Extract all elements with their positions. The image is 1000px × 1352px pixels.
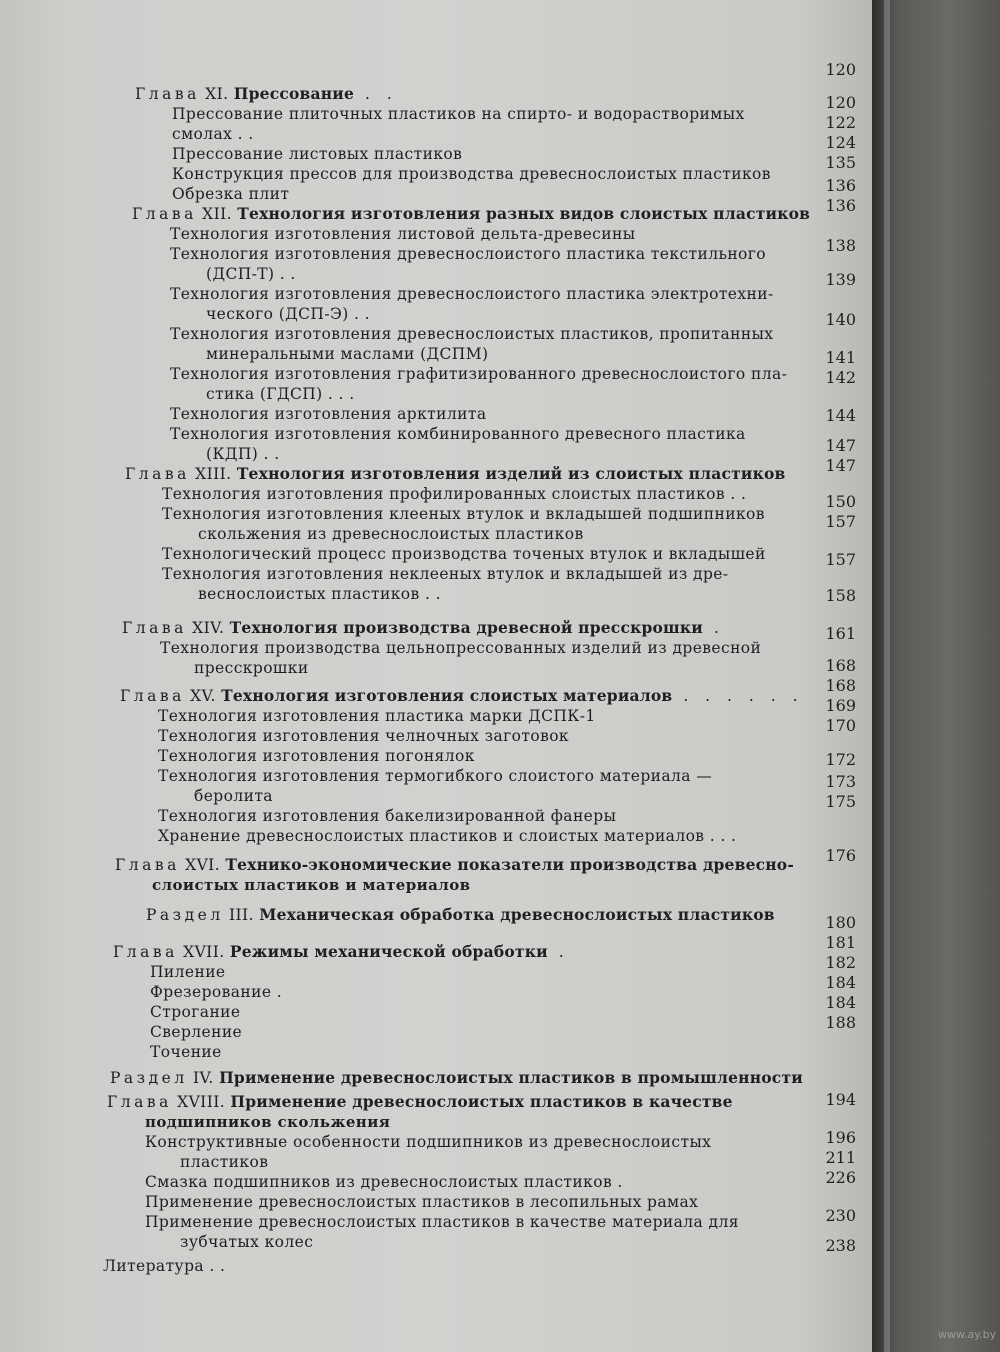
page-number: 120	[825, 60, 856, 79]
page-number: 170	[825, 716, 856, 735]
toc-item: Технологический процесс производства точеных втулок и вкладышей	[162, 545, 766, 563]
toc-item: Технология изготовления челночных заготовок	[158, 727, 570, 745]
chapter-label: Глава	[113, 943, 178, 961]
section-heading	[146, 905, 775, 925]
page-number: 150	[825, 492, 856, 511]
toc-item: скольжения из древеснослоистых пластиков	[198, 525, 584, 543]
page-number: 211	[825, 1148, 856, 1167]
section-title: Механическая обработка древеснослоистых пластиков	[259, 905, 775, 924]
chapter-number: XI.	[205, 85, 229, 103]
toc-item: Хранение древеснослоистых пластиков и слоистых материалов . . .	[158, 827, 737, 845]
toc-item: Конструктивные особенности подшипников из древеснослоистых	[145, 1133, 712, 1151]
page-number: 147	[825, 456, 856, 475]
chapter-title: Прессование	[233, 84, 355, 103]
chapter-heading	[120, 686, 804, 706]
page-number: 157	[825, 512, 856, 531]
toc-item: Сверление	[150, 1023, 243, 1041]
page-number: 158	[825, 586, 856, 605]
leader-dots: .	[703, 619, 725, 637]
chapter-number: XVI.	[185, 856, 221, 874]
watermark: www.ay.by	[938, 1328, 997, 1341]
page-number: 138	[825, 236, 856, 255]
toc-item: Смазка подшипников из древеснослоистых пластиков .	[145, 1173, 623, 1191]
toc-item: Строгание	[150, 1003, 241, 1021]
section-number: IV.	[193, 1069, 214, 1087]
chapter-label: Глава	[135, 85, 200, 103]
toc-item: смолах . .	[172, 125, 254, 143]
toc-item: Технология изготовления комбинированного древесного пластика	[170, 425, 746, 443]
toc-item: зубчатых колес	[180, 1233, 314, 1251]
toc-item: Технология изготовления профилированных слоистых пластиков . .	[162, 485, 747, 503]
toc-item: Технология изготовления погонялок	[158, 747, 475, 765]
chapter-title-continuation: подшипников скольжения	[145, 1113, 391, 1131]
section-label: Раздел	[146, 906, 224, 924]
toc-item: стика (ГДСП) . . .	[206, 385, 355, 403]
page-number: 135	[825, 153, 856, 172]
chapter-label: Глава	[115, 856, 180, 874]
page-number: 180	[825, 913, 856, 932]
leader-dots: . . . . . .	[672, 687, 804, 705]
section-title: Применение древеснослоистых пластиков в промышленности	[219, 1068, 803, 1087]
toc-item: Обрезка плит	[172, 185, 290, 203]
book-edge-stripe	[884, 0, 890, 1352]
chapter-title: Технико-экономические показатели производства древесно-	[225, 855, 794, 874]
page-number: 139	[825, 270, 856, 289]
section-number: III.	[229, 906, 254, 924]
page-number: 196	[825, 1128, 856, 1147]
chapter-label: Глава	[132, 205, 197, 223]
chapter-label: Глава	[125, 465, 190, 483]
page-number: 176	[825, 846, 856, 865]
toc-item: Технология изготовления листовой дельта-древесины	[170, 225, 636, 243]
page-number: 175	[825, 792, 856, 811]
toc-item: Литература . .	[103, 1257, 226, 1275]
page-number: 120	[825, 93, 856, 112]
chapter-heading	[125, 464, 786, 484]
toc-item: Прессование плиточных пластиков на спирто- и водорастворимых	[172, 105, 745, 123]
page-number: 182	[825, 953, 856, 972]
page-number: 184	[825, 993, 856, 1012]
page-number: 238	[825, 1236, 856, 1255]
leader-dots: . .	[354, 85, 398, 103]
toc-item: ческого (ДСП-Э) . .	[206, 305, 370, 323]
page-number: 168	[825, 676, 856, 695]
toc-item: минеральными маслами (ДСПМ)	[206, 345, 489, 363]
page-number: 172	[825, 750, 856, 769]
chapter-heading	[132, 204, 810, 224]
toc-item: Применение древеснослоистых пластиков в качестве материала для	[145, 1213, 739, 1231]
chapter-number: XVIII.	[177, 1093, 226, 1111]
chapter-title: Технология изготовления разных видов слоистых пластиков	[237, 204, 811, 223]
page-number: 136	[825, 176, 856, 195]
page-number: 181	[825, 933, 856, 952]
chapter-title: Технология изготовления изделий из слоистых пластиков	[236, 464, 786, 483]
toc-item: Прессование листовых пластиков	[172, 145, 463, 163]
toc-item: (КДП) . .	[206, 445, 280, 463]
page-number: 141	[825, 348, 856, 367]
toc-item: Технология изготовления бакелизированной фанеры	[158, 807, 617, 825]
chapter-heading	[107, 1092, 733, 1112]
page-number: 124	[825, 133, 856, 152]
toc-item: пресскрошки	[194, 659, 309, 677]
toc-item: Технология изготовления древеснослоистого пластика электротехни-	[170, 285, 774, 303]
toc-item: Технология изготовления термогибкого слоистого материала —	[158, 767, 713, 785]
page-number: 173	[825, 772, 856, 791]
book-edge	[872, 0, 1000, 1352]
page-number: 142	[825, 368, 856, 387]
toc-item: (ДСП-Т) . .	[206, 265, 296, 283]
chapter-label: Глава	[122, 619, 187, 637]
chapter-number: XV.	[190, 687, 216, 705]
chapter-label: Глава	[107, 1093, 172, 1111]
toc-item: Пиление	[150, 963, 226, 981]
toc-item: Технология изготовления пластика марки ДСПК-1	[158, 707, 596, 725]
toc-item: веснослоистых пластиков . .	[198, 585, 441, 603]
leader-dots: .	[547, 943, 570, 961]
page-number: 168	[825, 656, 856, 675]
chapter-number: XIV.	[192, 619, 225, 637]
toc-item: Технология производства цельнопрессованных изделий из древесной	[160, 639, 762, 657]
chapter-number: XII.	[202, 205, 232, 223]
toc-item: Технология изготовления клееных втулок и вкладышей подшипников	[162, 505, 765, 523]
toc-item: пластиков	[180, 1153, 269, 1171]
chapter-heading	[135, 84, 398, 104]
toc-item: Применение древеснослоистых пластиков в лесопильных рамах	[145, 1193, 699, 1211]
page-number: 188	[825, 1013, 856, 1032]
chapter-number: XVII.	[183, 943, 225, 961]
toc-item: Технология изготовления древеснослоистых пластиков, пропитанных	[170, 325, 774, 343]
chapter-title: Технология изготовления слоистых материалов	[221, 686, 673, 705]
page-number: 122	[825, 113, 856, 132]
chapter-label: Глава	[120, 687, 185, 705]
chapter-heading	[115, 855, 794, 875]
toc-item: Точение	[150, 1043, 222, 1061]
chapter-title: Применение древеснослоистых пластиков в качестве	[230, 1092, 733, 1111]
section-heading	[110, 1068, 803, 1088]
chapter-heading	[122, 618, 725, 638]
section-label: Раздел	[110, 1069, 188, 1087]
toc-item: Фрезерование .	[150, 983, 283, 1001]
toc-item: Технология изготовления графитизированного древеснослоистого пла-	[170, 365, 788, 383]
toc-item: Конструкция прессов для производства древеснослоистых пластиков	[172, 165, 771, 183]
page-number: 194	[825, 1090, 856, 1109]
page-number: 140	[825, 310, 856, 329]
chapter-title-continuation: слоистых пластиков и материалов	[152, 876, 471, 894]
chapter-title: Режимы механической обработки	[229, 942, 548, 961]
page-number: 230	[825, 1206, 856, 1225]
chapter-heading	[113, 942, 570, 962]
page-number: 169	[825, 696, 856, 715]
page-number: 157	[825, 550, 856, 569]
toc-item: Технология изготовления неклееных втулок и вкладышей из дре-	[162, 565, 729, 583]
page-number: 144	[825, 406, 856, 425]
page-number: 226	[825, 1168, 856, 1187]
chapter-title: Технология производства древесной пресскрошки	[229, 618, 703, 637]
toc-item: беролита	[194, 787, 273, 805]
page-number: 161	[825, 624, 856, 643]
page-number: 136	[825, 196, 856, 215]
page-number: 147	[825, 436, 856, 455]
chapter-number: XIII.	[195, 465, 232, 483]
page-number: 184	[825, 973, 856, 992]
toc-item: Технология изготовления арктилита	[170, 405, 487, 423]
toc-item: Технология изготовления древеснослоистого пластика текстильного	[170, 245, 767, 263]
